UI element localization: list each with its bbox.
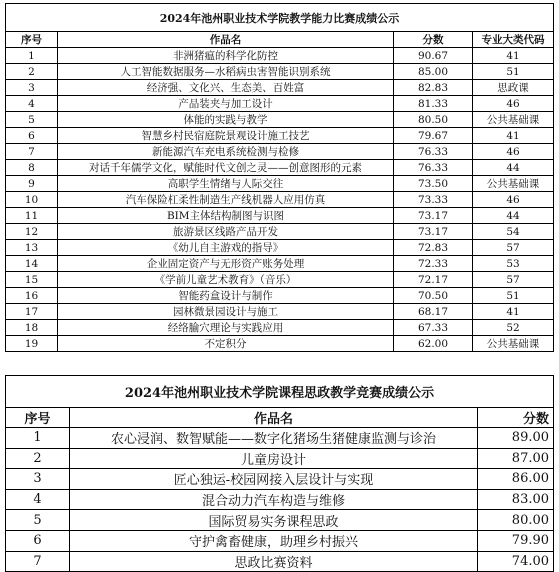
table-row [6,469,554,490]
cell-score: 67.33 [394,320,473,336]
table-row [6,272,554,288]
cell-code: 思政课 [473,80,554,96]
cell-score: 80.50 [394,112,473,128]
table-row [6,304,554,320]
cell-name: 企业固定资产与无形资产账务处理 [58,256,394,272]
cell-no: 15 [6,272,58,288]
cell-code: 41 [473,304,554,320]
cell-code: 53 [473,256,554,272]
cell-no: 19 [6,336,58,352]
table-row [6,160,554,176]
cell-no: 7 [6,551,70,572]
cell-name: 人工智能数据服务—水稻病虫害智能识别系统 [58,64,394,80]
cell-name: 国际贸易实务课程思政 [70,510,478,531]
cell-no: 14 [6,256,58,272]
cell-score: 79.67 [394,128,473,144]
cell-code: 54 [473,224,554,240]
cell-score: 72.17 [394,272,473,288]
cell-name: 《幼儿自主游戏的指导》 [58,240,394,256]
cell-code: 41 [473,48,554,64]
table-row [6,144,554,160]
cell-no: 11 [6,208,58,224]
table-row [6,320,554,336]
cell-name: 产品装夹与加工设计 [58,96,394,112]
cell-score: 90.67 [394,48,473,64]
cell-name: 儿童房设计 [70,448,478,469]
teaching-ability-results-table [5,3,554,352]
cell-name: 经济强、文化兴、生态美、百姓富 [58,80,394,96]
cell-no: 1 [6,428,70,449]
cell-name: 体能的实践与教学 [58,112,394,128]
table-header-row [6,32,554,48]
table-row [6,112,554,128]
cell-score: 62.00 [394,336,473,352]
cell-no: 12 [6,224,58,240]
cell-no: 1 [6,48,58,64]
cell-code: 57 [473,272,554,288]
cell-name: 汽车保险杠柔性制造生产线机器人应用仿真 [58,192,394,208]
header-name: 作品名 [58,32,394,48]
table-header-row [6,408,554,428]
cell-code: 57 [473,240,554,256]
cell-name: 混合动力汽车构造与维修 [70,489,478,510]
cell-no: 6 [6,530,70,551]
cell-name: 旅游景区线路产品开发 [58,224,394,240]
cell-no: 2 [6,448,70,469]
cell-no: 17 [6,304,58,320]
table-row [6,288,554,304]
cell-score: 82.83 [394,80,473,96]
table-row [6,208,554,224]
cell-name: 思政比赛资料 [70,551,478,572]
cell-score: 76.33 [394,144,473,160]
cell-no: 3 [6,469,70,490]
cell-name: 智能药盒设计与制作 [58,288,394,304]
cell-no: 5 [6,112,58,128]
cell-no: 18 [6,320,58,336]
cell-score: 73.17 [394,224,473,240]
table-row [6,551,554,572]
table-title: 2024年池州职业技术学院课程思政教学竞赛成绩公示 [6,376,554,408]
cell-code: 52 [473,320,554,336]
cell-no: 6 [6,128,58,144]
cell-score: 72.83 [394,240,473,256]
header-score: 分数 [478,408,554,428]
cell-name: BIM主体结构制图与识图 [58,208,394,224]
cell-code: 46 [473,96,554,112]
table-row [6,489,554,510]
cell-name: 非洲猪瘟的科学化防控 [58,48,394,64]
cell-score: 70.50 [394,288,473,304]
cell-name: 《学前儿童艺术教育》（音乐） [58,272,394,288]
cell-score: 68.17 [394,304,473,320]
cell-score: 73.33 [394,192,473,208]
cell-score: 87.00 [478,448,554,469]
table-row [6,64,554,80]
header-no: 序号 [6,408,70,428]
header-code: 专业大类代码 [473,32,554,48]
cell-code: 51 [473,64,554,80]
cell-score: 81.33 [394,96,473,112]
table-row [6,48,554,64]
cell-code: 41 [473,128,554,144]
cell-name: 高职学生情绪与人际交往 [58,176,394,192]
table-row [6,128,554,144]
table-row [6,224,554,240]
table-row [6,256,554,272]
cell-code: 公共基础课 [473,336,554,352]
cell-code: 46 [473,144,554,160]
table-row [6,448,554,469]
cell-score: 76.33 [394,160,473,176]
header-no: 序号 [6,32,58,48]
cell-score: 72.33 [394,256,473,272]
cell-name: 不定积分 [58,336,394,352]
cell-score: 73.17 [394,208,473,224]
header-score: 分数 [394,32,473,48]
cell-code: 公共基础课 [473,176,554,192]
table-row [6,336,554,352]
table-row [6,96,554,112]
cell-name: 园林微景园设计与施工 [58,304,394,320]
cell-score: 80.00 [478,510,554,531]
table-row [6,530,554,551]
cell-name: 智慧乡村民宿庭院景观设计施工技艺 [58,128,394,144]
cell-name: 匠心独运-校园网接入层设计与实现 [70,469,478,490]
cell-code: 公共基础课 [473,112,554,128]
cell-name: 新能源汽车充电系统检测与检修 [58,144,394,160]
header-name: 作品名 [70,408,478,428]
cell-code: 46 [473,192,554,208]
table-row [6,510,554,531]
cell-score: 79.90 [478,530,554,551]
cell-no: 5 [6,510,70,531]
ideological-course-results-table [5,375,554,572]
table-row [6,80,554,96]
cell-no: 9 [6,176,58,192]
cell-no: 10 [6,192,58,208]
cell-score: 83.00 [478,489,554,510]
cell-code: 44 [473,160,554,176]
cell-score: 86.00 [478,469,554,490]
cell-no: 4 [6,96,58,112]
table-row [6,192,554,208]
cell-name: 农心浸润、数智赋能——数字化猪场生猪健康监测与诊治 [70,428,478,449]
cell-score: 85.00 [394,64,473,80]
cell-code: 51 [473,288,554,304]
cell-code: 44 [473,208,554,224]
cell-score: 89.00 [478,428,554,449]
cell-score: 74.00 [478,551,554,572]
cell-no: 13 [6,240,58,256]
cell-name: 经络腧穴理论与实践应用 [58,320,394,336]
cell-no: 8 [6,160,58,176]
cell-name: 守护禽畜健康，助理乡村振兴 [70,530,478,551]
cell-no: 16 [6,288,58,304]
cell-no: 4 [6,489,70,510]
cell-no: 7 [6,144,58,160]
cell-no: 2 [6,64,58,80]
cell-name: 对话千年儒学文化，赋能时代文创之灵——创意图形的元素 [58,160,394,176]
cell-score: 73.50 [394,176,473,192]
cell-no: 3 [6,80,58,96]
table-row [6,240,554,256]
table-row [6,176,554,192]
table-row [6,428,554,449]
table-title: 2024年池州职业技术学院教学能力比赛成绩公示 [6,4,554,32]
